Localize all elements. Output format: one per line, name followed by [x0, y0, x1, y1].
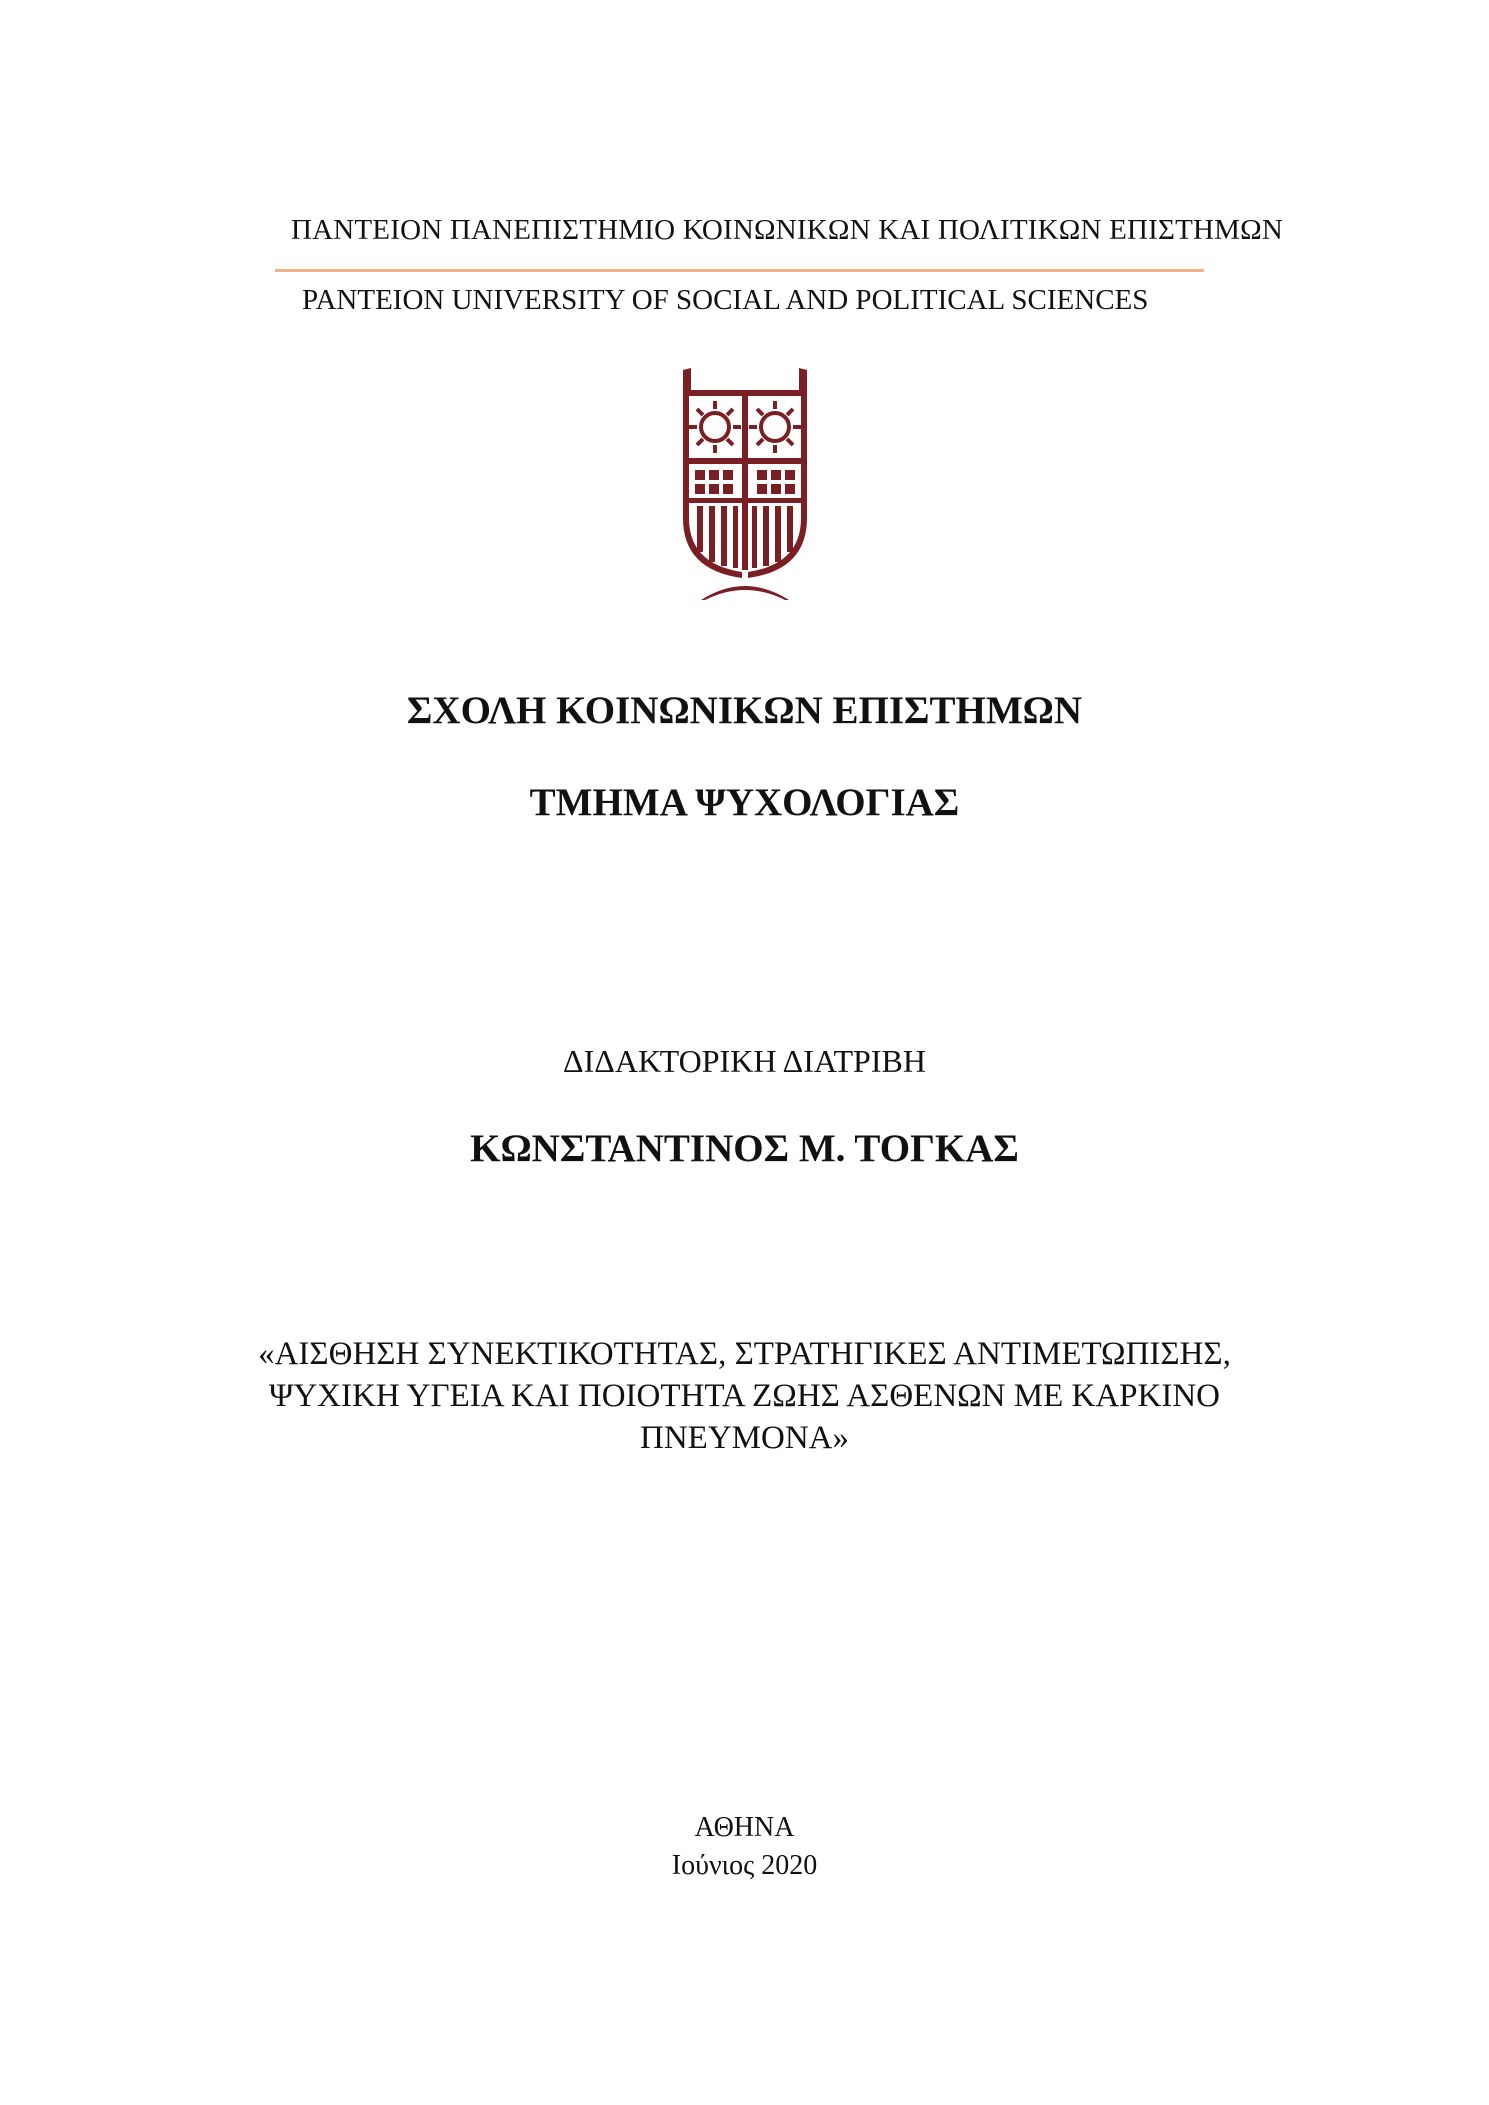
school-name: ΣΧΟΛΗ ΚΟΙΝΩΝΙΚΩΝ ΕΠΙΣΤΗΜΩΝ	[406, 689, 1083, 732]
university-name-greek: ΠΑΝΤΕΙΟΝ ΠΑΝΕΠΙΣΤΗΜΙΟ ΚΟΙΝΩΝΙΚΩΝ ΚΑΙ ΠΟΛΙΤΙΚΩΝ ΕΠΙΣΤΗΜΩΝ	[290, 214, 1284, 246]
department-name: ΤΜΗΜΑ ΨΥΧΟΛΟΓΙΑΣ	[529, 781, 960, 824]
thesis-title-line: ΠΝΕΥΜΟΝΑ»	[640, 1420, 849, 1456]
date: Ιούνιος 2020	[671, 1850, 818, 1881]
thesis-title-line: «ΑΙΣΘΗΣΗ ΣΥΝΕΚΤΙΚΟΤΗΤΑΣ, ΣΤΡΑΤΗΓΙΚΕΣ ΑΝΤΙΜΕΤΩΠΙΣΗΣ,	[258, 1336, 1231, 1372]
thesis-title	[0, 1333, 1489, 1459]
header-divider	[275, 269, 1204, 272]
city: ΑΘΗΝΑ	[694, 1812, 795, 1843]
university-name-english: PANTEION UNIVERSITY OF SOCIAL AND POLITICAL SCIENCES	[302, 284, 1149, 316]
author-name: ΚΩΝΣΤΑΝΤΙΝΟΣ Μ. ΤΟΓΚΑΣ	[470, 1127, 1019, 1170]
thesis-title-line: ΨΥΧΙΚΗ ΥΓΕΙΑ ΚΑΙ ΠΟΙΟΤΗΤΑ ΖΩΗΣ ΑΣΘΕΝΩΝ ΜΕ ΚΑΡΚΙΝΟ	[268, 1378, 1221, 1414]
document-type: ΔΙΔΑΚΤΟΡΙΚΗ ΔΙΑΤΡΙΒΗ	[563, 1043, 926, 1079]
panteion-university-seal-icon	[683, 368, 807, 600]
